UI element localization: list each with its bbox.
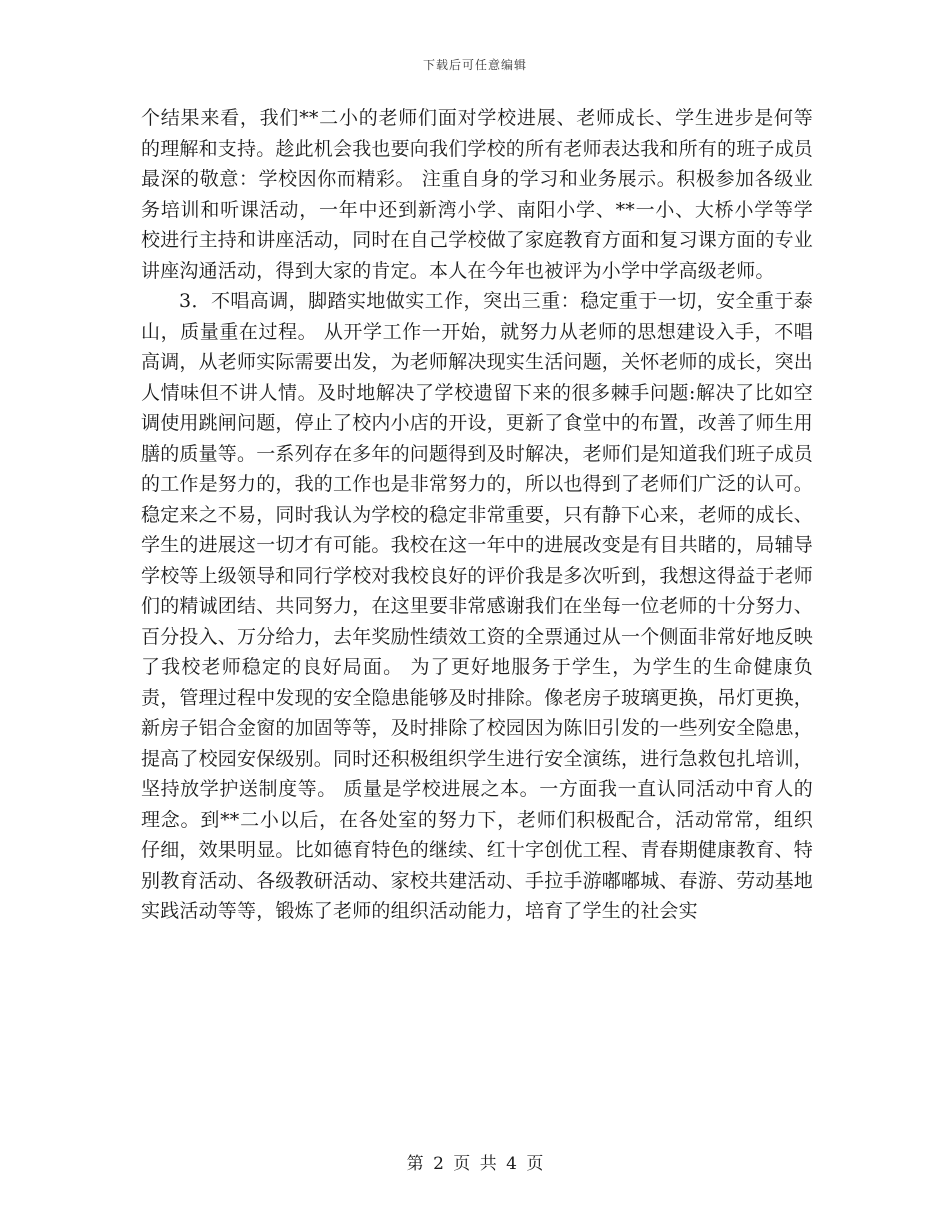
- page-header: 下载后可任意编辑: [422, 58, 527, 72]
- page-number: 第 2 页 共 4 页: [406, 1154, 544, 1174]
- body-paragraph: 3．不唱高调，脚踏实地做实工作，突出三重：稳定重于一切，安全重于泰山，质量重在过程。 从开学工作一开始，就努力从老师的思想建设入手，不唱高调，从老师实际需要出发，为老师解决现实生活问题，关怀老师的成长，突出人情味但不讲人情。及时地解决了学校遗留下来的很多棘手问题:解决了比如空调使用跳闸问题，停止了校内小店的开设，更新了食堂中的布置，改善了师生用膳的质量等。一系列存在多年的问题得到及时解决，老师们是知道我们班子成员的工作是努力的，我的工作也是非常努力的，所以也得到了老师们广泛的认可。稳定来之不易，同时我认为学校的稳定非常重要，只有静下心来，老师的成长、学生的进展这一切才有可能。我校在这一年中的进展改变是有目共睹的，局辅导学校等上级领导和同行学校对我校良好的评价我是多次听到，我想这得益于老师们的精诚团结、共同努力，在这里要非常感谢我们在坐每一位老师的十分努力、百分投入、万分给力，去年奖励性绩效工资的全票通过从一个侧面非常好地反映了我校老师稳定的良好局面。 为了更好地服务于学生，为学生的生命健康负责，管理过程中发现的安全隐患能够及时排除。像老房子玻璃更换，吊灯更换，新房子铝合金窗的加固等等，及时排除了校园因为陈旧引发的一些列安全隐患，提高了校园安保级别。同时还积极组织学生进行安全演练，进行急救包扎培训，坚持放学护送制度等。 质量是学校进展之本。一方面我一直认同活动中育人的理念。到**二小以后，在各处室的努力下，老师们积极配合，活动常常，组织仔细，效果明显。比如德育特色的继续、红十字创优工程、青春期健康教育、特别教育活动、各级教研活动、家校共建活动、手拉手游嘟嘟城、春游、劳动基地实践活动等等，锻炼了老师的组织活动能力，培育了学生的社会实: [141, 290, 814, 922]
- document-body: [141, 103, 813, 927]
- body-paragraph: 个结果来看，我们**二小的老师们面对学校进展、老师成长、学生进步是何等的理解和支持。趁此机会我也要向我们学校的所有老师表达我和所有的班子成员最深的敬意：学校因你而精彩。 注重自身的学习和业务展示。积极参加各级业务培训和听课活动，一年中还到新湾小学、南阳小学、**一小、大桥小学等学校进行主持和讲座活动，同时在自己学校做了家庭教育方面和复习课方面的专业讲座沟通活动，得到大家的肯定。本人在今年也被评为小学中学高级老师。: [141, 107, 814, 282]
